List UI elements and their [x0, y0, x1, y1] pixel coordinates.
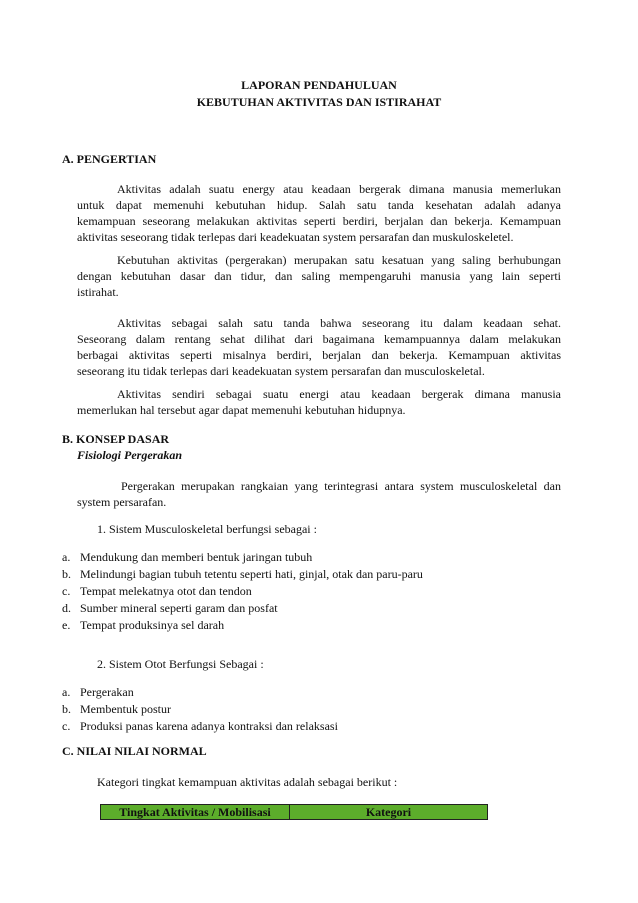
section-a-p1-line1: Aktivitas adalah suatu energy atau keadaan bergerak dimana manusia memerlukan — [117, 182, 561, 196]
section-b-subtitle: Fisiologi Pergerakan — [77, 448, 183, 462]
section-a-p4-line2: memerlukan hal tersebut agar dapat memenuhi kebutuhan hidupnya. — [77, 403, 406, 417]
section-a-p2-line1: Kebutuhan aktivitas (pergerakan) merupakan satu kesatuan yang saling berhubungan — [117, 253, 561, 267]
section-a-p3-line2: Seseorang dalam rentang sehat dilihat dari bagaimana kemampuannya dalam melakukan — [77, 332, 561, 346]
section-c-title: C. NILAI NILAI NORMAL — [62, 744, 207, 758]
section-a-p3-line4: seseorang itu tidak terlepas dari keadekuatan system persarafan dan musculoskeletal. — [77, 364, 485, 378]
list1-marker: c. — [62, 584, 71, 598]
list2-marker: a. — [62, 685, 71, 699]
list2-title: 2. Sistem Otot Berfungsi Sebagai : — [97, 657, 264, 671]
list1-marker: a. — [62, 550, 71, 564]
section-a-p1-line4: aktivitas seseorang tidak terlepas dari keadekuatan system persarafan dan muskuloskeletel. — [77, 230, 514, 244]
list2-item: Produksi panas karena adanya kontraksi dan relaksasi — [80, 719, 338, 733]
list1-item: Mendukung dan memberi bentuk jaringan tubuh — [80, 550, 313, 564]
section-a-p3-line1: Aktivitas sebagai salah satu tanda bahwa seseorang itu dalam keadaan sehat. — [117, 316, 561, 330]
section-a-title: A. PENGERTIAN — [62, 152, 157, 166]
section-c-intro: Kategori tingkat kemampuan aktivitas adalah sebagai berikut : — [97, 775, 398, 789]
list2-marker: c. — [62, 719, 71, 733]
list1-item: Tempat melekatnya otot dan tendon — [80, 584, 252, 598]
section-b-intro-line2: system persarafan. — [77, 495, 167, 509]
section-a-p4-line1: Aktivitas sendiri sebagai suatu energi atau keadaan bergerak dimana manusia — [117, 387, 561, 401]
list1-item: Tempat produksinya sel darah — [80, 618, 225, 632]
list2-marker: b. — [62, 702, 71, 716]
list1-marker: b. — [62, 567, 71, 581]
list2-item: Pergerakan — [80, 685, 134, 699]
section-b-intro-line1: Pergerakan merupakan rangkaian yang terintegrasi antara system musculoskeletal dan — [121, 479, 561, 493]
doc-title-line2: KEBUTUHAN AKTIVITAS DAN ISTIRAHAT — [196, 95, 442, 109]
table-header-category: Kategori — [290, 805, 487, 819]
section-a-p2-line2: dengan kebutuhan dasar dan tidur, dan saling mempengaruhi manusia yang lain seperti — [77, 269, 561, 283]
section-a-p1-line2: untuk dapat memenuhi kebutuhan hidup. Salah satu tanda kesehatan adalah adanya — [77, 198, 561, 212]
table-header-activity: Tingkat Aktivitas / Mobilisasi — [101, 805, 290, 819]
section-a-p2-line3: istirahat. — [77, 285, 119, 299]
list1-title: 1. Sistem Musculoskeletal berfungsi sebagai : — [97, 522, 317, 536]
section-a-p1-line3: kemampuan seseorang melakukan aktivitas seperti berdiri, berjalan dan bekerja. Kemampuan — [77, 214, 561, 228]
list1-item: Melindungi bagian tubuh tetentu seperti hati, ginjal, otak dan paru-paru — [80, 567, 423, 581]
list1-item: Sumber mineral seperti garam dan posfat — [80, 601, 278, 615]
section-b-title: B. KONSEP DASAR — [62, 432, 170, 446]
list2-item: Membentuk postur — [80, 702, 171, 716]
activity-category-table — [100, 804, 488, 820]
section-a-p3-line3: berbagai aktivitas seperti misalnya berdiri, berjalan dan bekerja. Kemampuan aktivitas — [77, 348, 561, 362]
doc-title-line1: LAPORAN PENDAHULUAN — [241, 78, 397, 92]
list1-marker: d. — [62, 601, 71, 615]
list1-marker: e. — [62, 618, 71, 632]
